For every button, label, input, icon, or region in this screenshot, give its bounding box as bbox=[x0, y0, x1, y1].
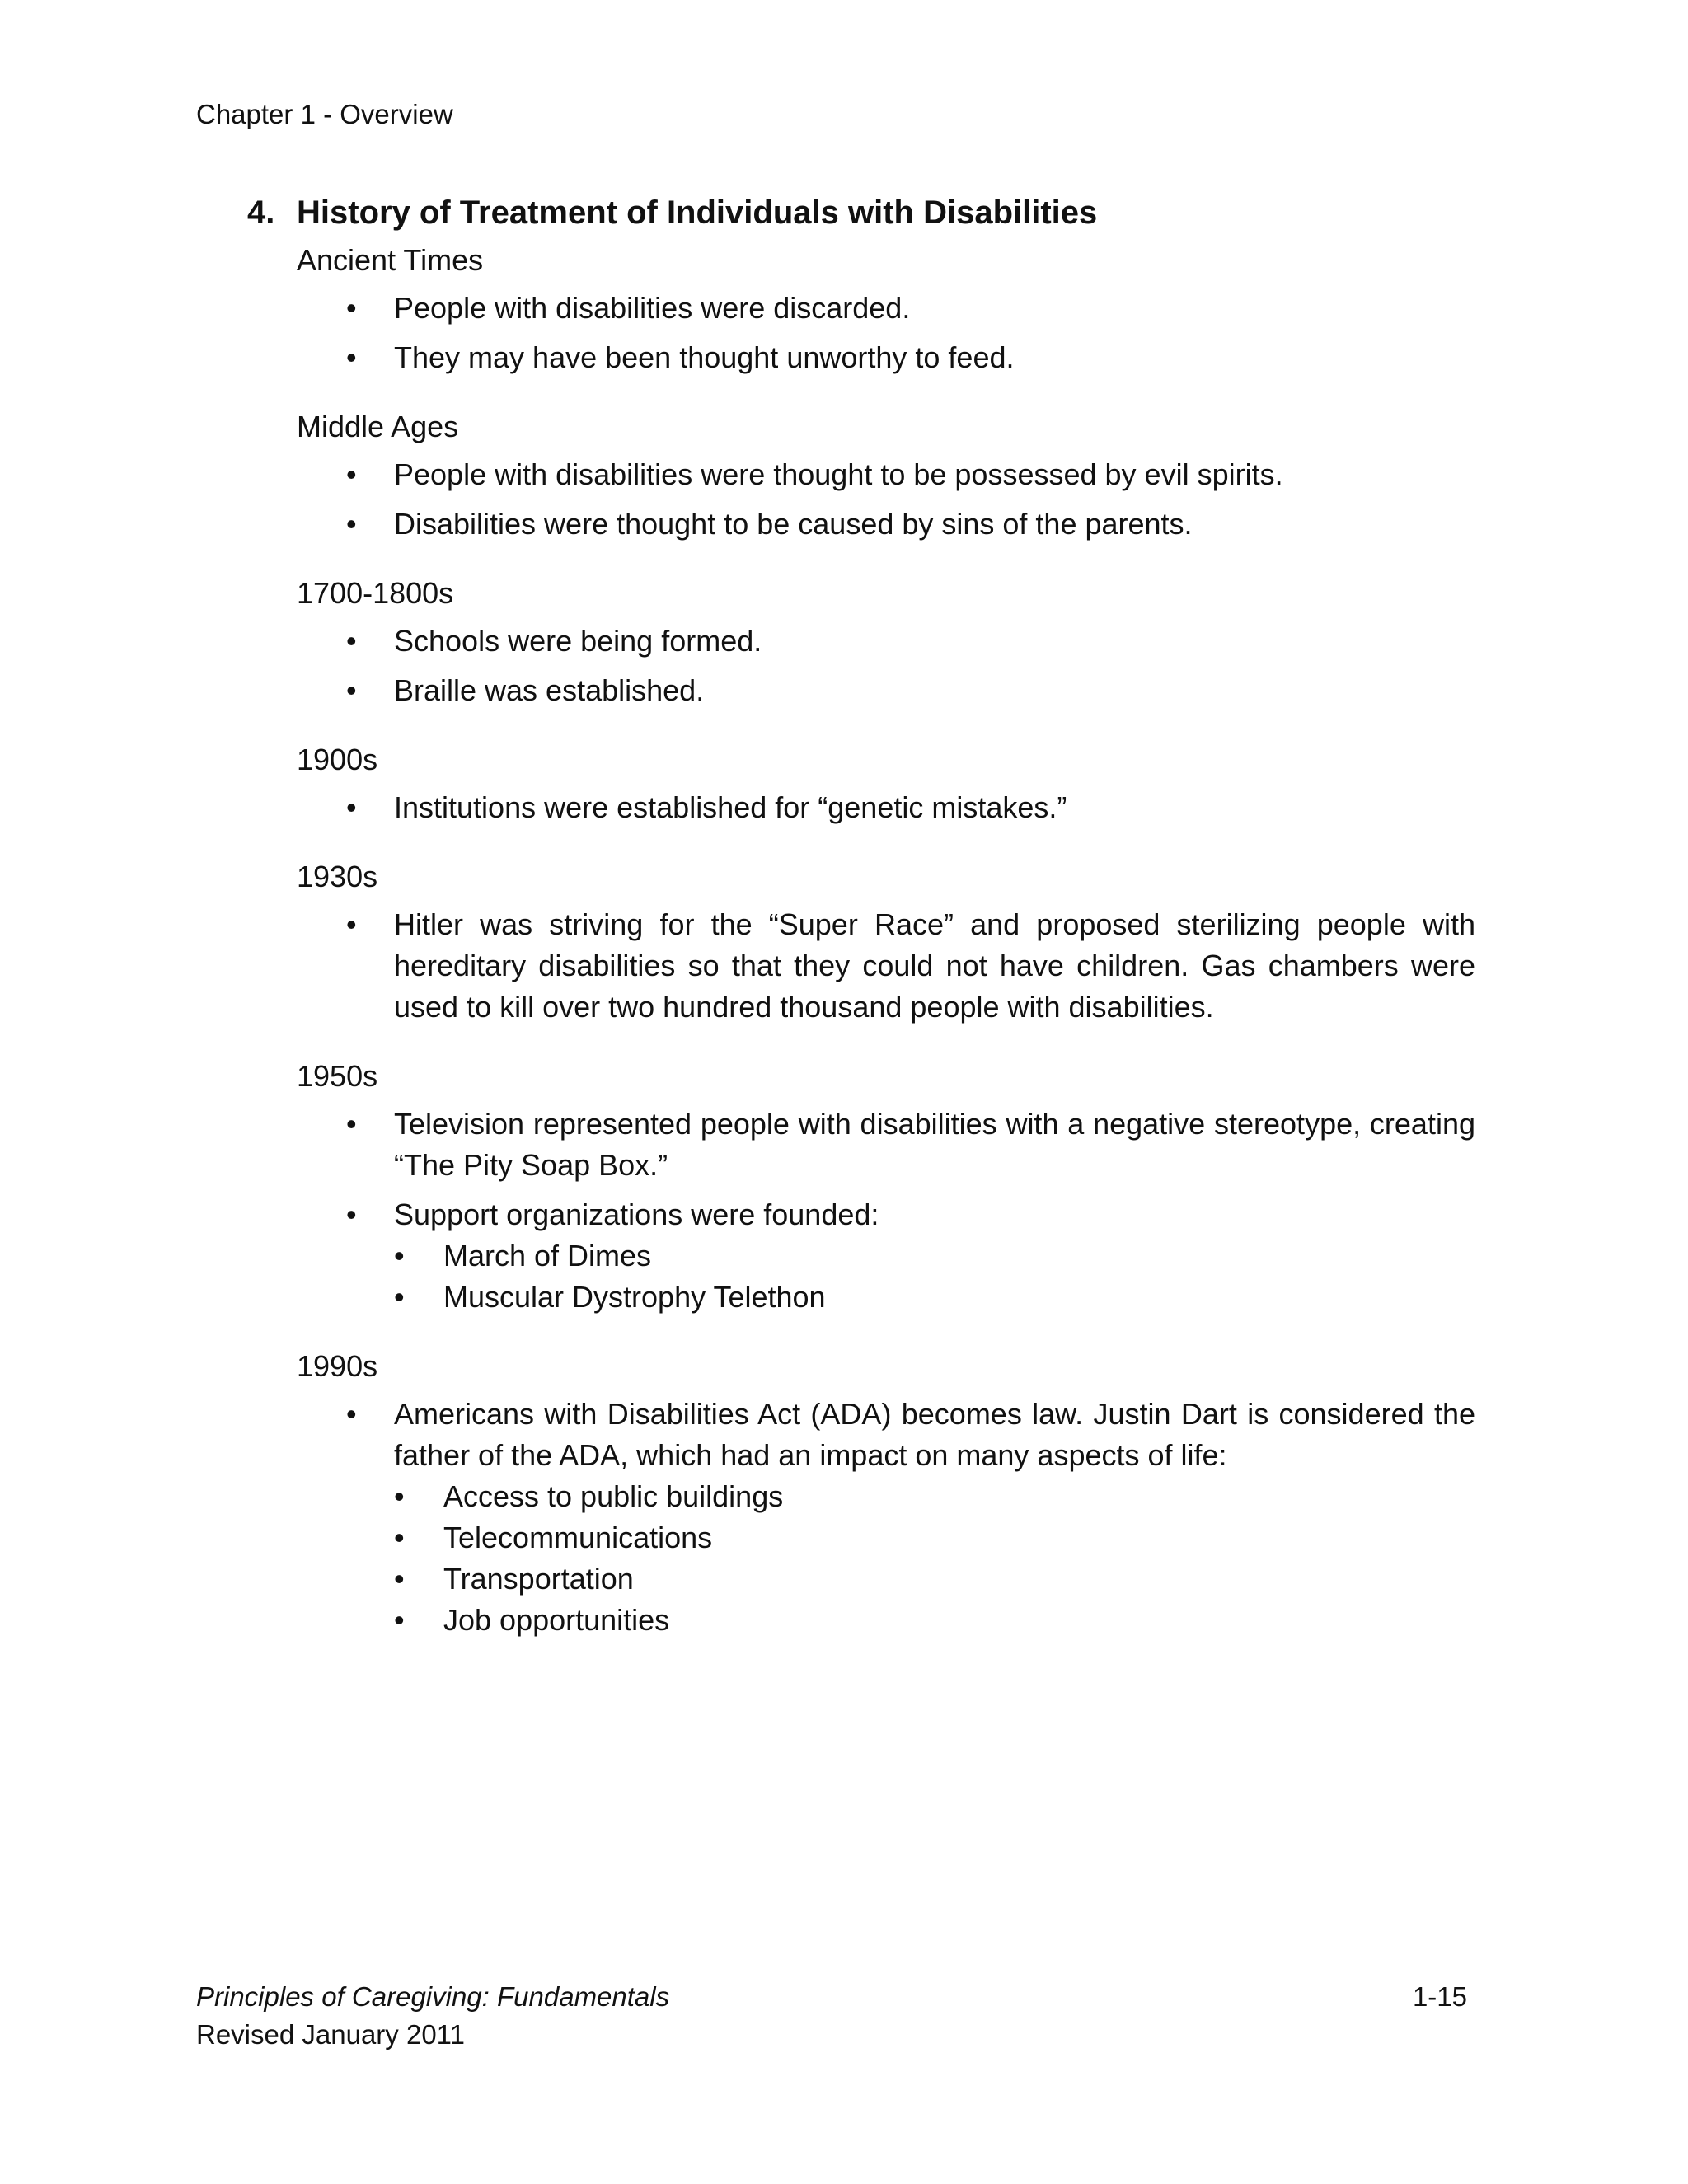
bullet-icon: • bbox=[394, 1280, 405, 1314]
main-content bbox=[247, 194, 1484, 1672]
sub-bullet-list bbox=[394, 1476, 1475, 1641]
bullet-icon: • bbox=[394, 1521, 405, 1554]
bullet-icon: • bbox=[346, 790, 357, 824]
bullet-icon: • bbox=[346, 673, 357, 707]
bullet-list bbox=[247, 621, 1484, 711]
sub-list-item: • Access to public buildings bbox=[394, 1476, 1475, 1517]
list-item: • Hitler was striving for the “Super Race” and proposed sterilizing people with hereditary disabilities so that they could not have children. Gas chambers were used to kill over two hundred thousand people with disabilities. bbox=[247, 904, 1475, 1028]
list-item: • Braille was established. bbox=[247, 670, 1475, 711]
bullet-list bbox=[247, 787, 1484, 828]
list-item: • Support organizations were founded: • March of Dimes • Muscular Dystrophy Telethon bbox=[247, 1194, 1475, 1318]
bullet-icon: • bbox=[346, 291, 357, 325]
bullet-icon: • bbox=[346, 624, 357, 658]
bullet-icon: • bbox=[346, 507, 357, 541]
bullet-icon: • bbox=[346, 457, 357, 491]
list-item: • People with disabilities were discarded. bbox=[247, 288, 1475, 329]
bullet-icon: • bbox=[394, 1603, 405, 1637]
page-number: 1-15 bbox=[1412, 1981, 1467, 2012]
period-label: Ancient Times bbox=[297, 243, 484, 277]
bullet-list bbox=[247, 1394, 1484, 1641]
list-item: • People with disabilities were thought to be possessed by evil spirits. bbox=[247, 454, 1475, 495]
period-label: Middle Ages bbox=[297, 410, 459, 443]
bullet-list bbox=[247, 904, 1484, 1028]
footer-left bbox=[196, 1978, 669, 2054]
section-number: 4. bbox=[247, 194, 275, 231]
list-item: • Disabilities were thought to be caused by sins of the parents. bbox=[247, 504, 1475, 545]
list-item: • Schools were being formed. bbox=[247, 621, 1475, 662]
chapter-header: Chapter 1 - Overview bbox=[196, 99, 453, 129]
period-label: 1900s bbox=[297, 743, 378, 776]
bullet-icon: • bbox=[346, 340, 357, 374]
list-item: • Institutions were established for “genetic mistakes.” bbox=[247, 787, 1475, 828]
period-label: 1950s bbox=[297, 1059, 378, 1093]
footer-revised: Revised January 2011 bbox=[196, 2019, 465, 2050]
bullet-icon: • bbox=[346, 1107, 357, 1141]
list-item: • Television represented people with disabilities with a negative stereotype, creating “The Pity Soap Box.” bbox=[247, 1104, 1475, 1186]
bullet-icon: • bbox=[346, 907, 357, 941]
period-label: 1930s bbox=[297, 860, 378, 893]
section-title: History of Treatment of Individuals with Disabilities bbox=[297, 194, 1098, 231]
list-item: • Americans with Disabilities Act (ADA) becomes law. Justin Dart is considered the father of the ADA, which had an impact on many aspects of life: • Access to public buildings • Telecommunications • Transportation • Job opportunities bbox=[247, 1394, 1475, 1641]
sub-list-item: • Muscular Dystrophy Telethon bbox=[394, 1277, 1475, 1318]
section-heading bbox=[247, 194, 1484, 232]
bullet-list bbox=[247, 1104, 1484, 1318]
sub-list-item: • Transportation bbox=[394, 1558, 1475, 1600]
list-item: • They may have been thought unworthy to feed. bbox=[247, 337, 1475, 378]
sub-bullet-list bbox=[394, 1235, 1475, 1318]
bullet-list bbox=[247, 454, 1484, 545]
period-label: 1700-1800s bbox=[297, 576, 454, 610]
bullet-icon: • bbox=[346, 1397, 357, 1431]
bullet-icon: • bbox=[346, 1197, 357, 1231]
period-label: 1990s bbox=[297, 1349, 378, 1383]
bullet-icon: • bbox=[394, 1479, 405, 1513]
sub-list-item: • Job opportunities bbox=[394, 1600, 1475, 1641]
sub-list-item: • March of Dimes bbox=[394, 1235, 1475, 1277]
footer-title: Principles of Caregiving: Fundamentals bbox=[196, 1981, 670, 2012]
bullet-icon: • bbox=[394, 1562, 405, 1596]
bullet-icon: • bbox=[394, 1239, 405, 1272]
sub-list-item: • Telecommunications bbox=[394, 1517, 1475, 1558]
bullet-list bbox=[247, 288, 1484, 378]
